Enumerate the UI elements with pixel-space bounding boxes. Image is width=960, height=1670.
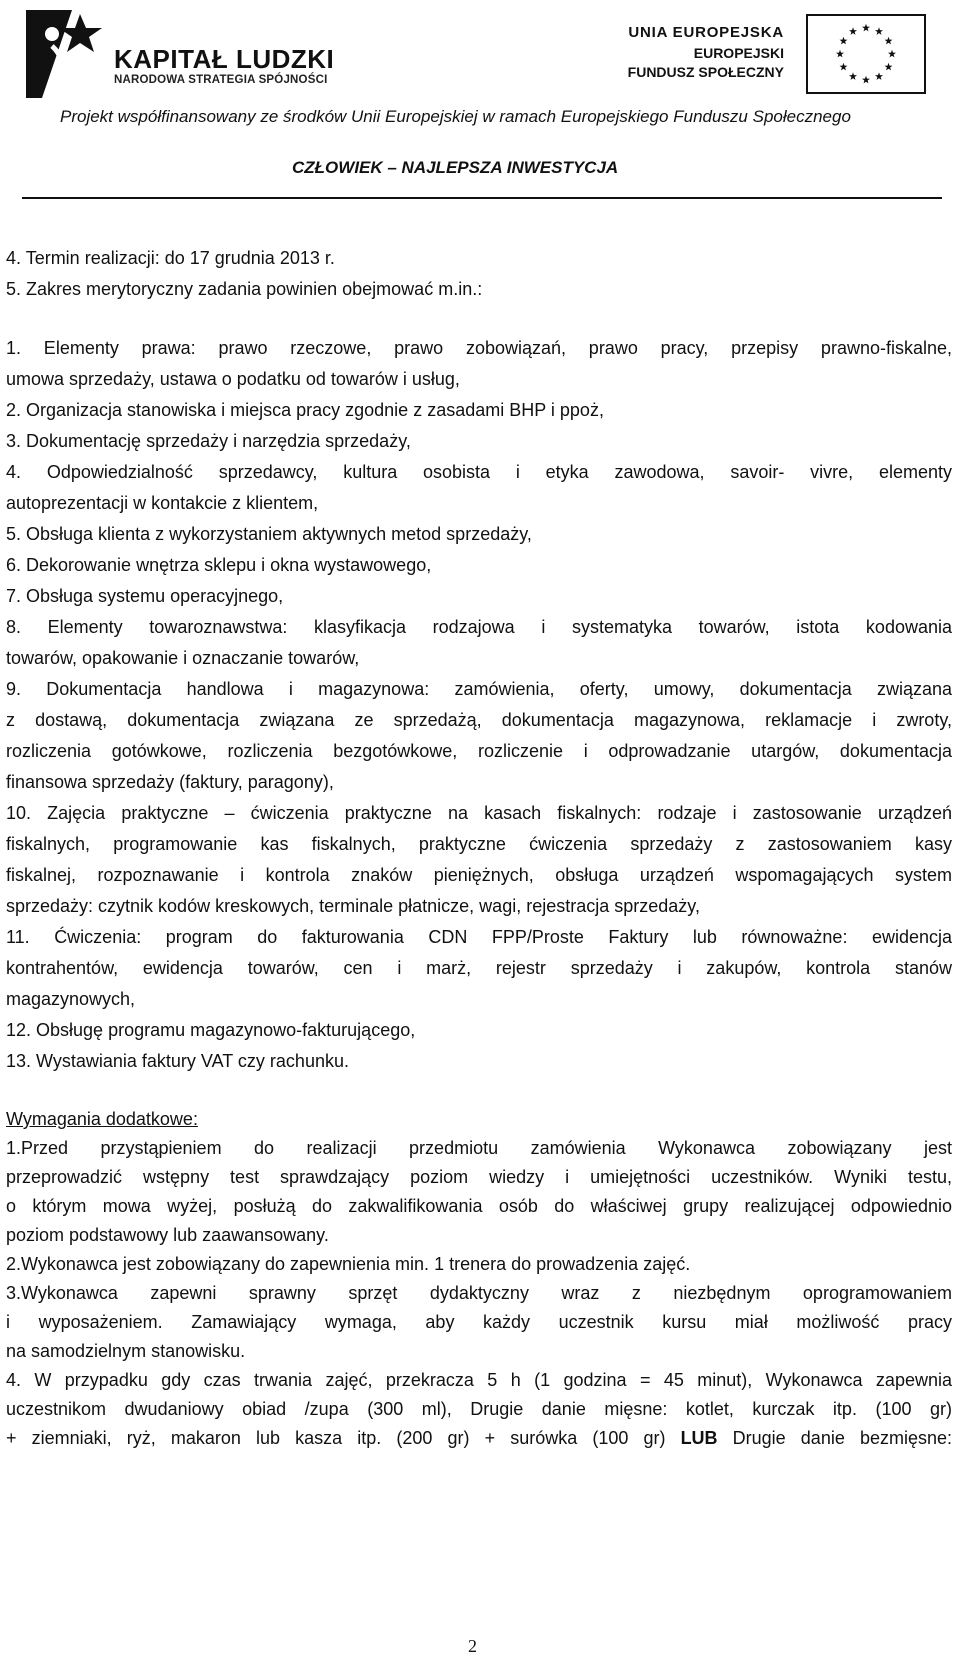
text-line: fiskalnych, programowanie kas fiskalnych, praktyczne ćwiczenia sprzedaży z zastosowaniem kasy bbox=[6, 834, 952, 854]
logo-left-subtitle: NARODOWA STRATEGIA SPÓJNOŚCI bbox=[114, 74, 328, 86]
text-line: magazynowych, bbox=[6, 989, 136, 1009]
text-line: z dostawą, dokumentacja związana ze sprzedażą, dokumentacja magazynowa, reklamacje i zwroty, bbox=[6, 710, 952, 730]
scope-item-10 bbox=[6, 798, 952, 922]
text-line: 10. Zajęcia praktyczne – ćwiczenia praktyczne na kasach fiskalnych: rodzaje i zastosowanie urządzeń bbox=[6, 803, 952, 823]
page-number: 2 bbox=[468, 1636, 477, 1656]
scope-item-13: 13. Wystawiania faktury VAT czy rachunku. bbox=[6, 1051, 349, 1071]
kapital-ludzki-logo bbox=[22, 6, 352, 98]
scope-item-9 bbox=[6, 674, 952, 798]
scope-item-12: 12. Obsługę programu magazynowo-fakturującego, bbox=[6, 1020, 416, 1040]
text-line: fiskalnej, rozpoznawanie i kontrola znaków pieniężnych, obsługa urządzeń wspomagających system bbox=[6, 865, 952, 885]
text-line: 3.Wykonawca zapewni sprawny sprzęt dydaktyczny wraz z niezbędnym oprogramowaniem bbox=[6, 1283, 952, 1303]
text-segment: Drugie danie bezmięsne: bbox=[717, 1428, 952, 1448]
text-line: i wyposażeniem. Zamawiający wymaga, aby każdy uczestnik kursu miał możliwość pracy bbox=[6, 1312, 952, 1332]
project-funding-line: Projekt współfinansowany ze środków Unii Europejskiej w ramach Europejskiego Funduszu Społecznego bbox=[60, 107, 851, 126]
text-line: na samodzielnym stanowisku. bbox=[6, 1341, 246, 1361]
text-line: 9. Dokumentacja handlowa i magazynowa: zamówienia, oferty, umowy, dokumentacja związana bbox=[6, 679, 952, 699]
eu-flag-icon bbox=[806, 14, 926, 94]
requirement-3 bbox=[6, 1279, 952, 1366]
text-line: przeprowadzić wstępny test sprawdzający poziom wiedzy i umiejętności uczestników. Wyniki testu, bbox=[6, 1167, 952, 1187]
text-line: 8. Elementy towaroznawstwa: klasyfikacja rodzajowa i systematyka towarów, istota kodowania bbox=[6, 617, 952, 637]
document-body bbox=[6, 243, 952, 1453]
logo-right-line3: FUNDUSZ SPOŁECZNY bbox=[627, 64, 784, 80]
text-line: autoprezentacji w kontakcie z klientem, bbox=[6, 493, 319, 513]
bold-text: LUB bbox=[680, 1428, 718, 1448]
eu-logo bbox=[627, 14, 926, 94]
scope-item-7: 7. Obsługa systemu operacyjnego, bbox=[6, 586, 284, 606]
scope-item-1 bbox=[6, 333, 952, 395]
scope-item-3: 3. Dokumentację sprzedaży i narzędzia sprzedaży, bbox=[6, 431, 411, 451]
kapital-ludzki-emblem-icon bbox=[22, 6, 106, 98]
text-line: finansowa sprzedaży (faktury, paragony), bbox=[6, 772, 334, 792]
scope-item-4 bbox=[6, 457, 952, 519]
additional-requirements bbox=[6, 1105, 952, 1453]
text-line: uczestnikom dwudaniowy obiad /zupa (300 ml), Drugie danie mięsne: kotlet, kurczak itp. (100 gr) bbox=[6, 1399, 952, 1419]
scope-item-11 bbox=[6, 922, 952, 1015]
requirement-1 bbox=[6, 1134, 952, 1250]
scope-item-2: 2. Organizacja stanowiska i miejsca pracy zgodnie z zasadami BHP i ppoż, bbox=[6, 400, 604, 420]
logo-right-line1: UNIA EUROPEJSKA bbox=[628, 24, 784, 41]
intro-line: 4. Termin realizacji: do 17 grudnia 2013 r. bbox=[6, 248, 335, 268]
intro-line: 5. Zakres merytoryczny zadania powinien obejmować m.in.: bbox=[6, 279, 483, 299]
text-line: 1.Przed przystąpieniem do realizacji przedmiotu zamówienia Wykonawca zobowiązany jest bbox=[6, 1138, 952, 1158]
text-line: 11. Ćwiczenia: program do fakturowania CDN FPP/Proste Faktury lub równoważne: ewidencja bbox=[6, 927, 952, 947]
text-line: 1. Elementy prawa: prawo rzeczowe, prawo zobowiązań, prawo pracy, przepisy prawno-fiskalne, bbox=[6, 338, 952, 358]
logo-right-line2: EUROPEJSKI bbox=[693, 45, 784, 61]
requirement-2: 2.Wykonawca jest zobowiązany do zapewnienia min. 1 trenera do prowadzenia zajęć. bbox=[6, 1254, 691, 1274]
scope-item-6: 6. Dekorowanie wnętrza sklepu i okna wystawowego, bbox=[6, 555, 432, 575]
scope-item-8 bbox=[6, 612, 952, 674]
text-line: 4. Odpowiedzialność sprzedawcy, kultura osobista i etyka zawodowa, savoir- vivre, elementy bbox=[6, 462, 952, 482]
motto: CZŁOWIEK – NAJLEPSZA INWESTYCJA bbox=[292, 158, 619, 177]
text-line: poziom podstawowy lub zaawansowany. bbox=[6, 1225, 329, 1245]
requirement-4 bbox=[6, 1366, 952, 1453]
text-line: towarów, opakowanie i oznaczanie towarów, bbox=[6, 648, 360, 668]
text-line bbox=[6, 1424, 952, 1453]
text-line: sprzedaży: czytnik kodów kreskowych, terminale płatnicze, wagi, rejestracja sprzedaży, bbox=[6, 896, 700, 916]
header-divider bbox=[22, 197, 942, 199]
text-line: umowa sprzedaży, ustawa o podatku od towarów i usług, bbox=[6, 369, 460, 389]
logo-left-title: KAPITAŁ LUDZKI bbox=[114, 44, 335, 74]
requirements-heading: Wymagania dodatkowe: bbox=[6, 1109, 198, 1129]
text-line: kontrahentów, ewidencja towarów, cen i marż, rejestr sprzedaży i zakupów, kontrola stanów bbox=[6, 958, 952, 978]
text-line: 4. W przypadku gdy czas trwania zajęć, przekracza 5 h (1 godzina = 45 minut), Wykonawca zapewnia bbox=[6, 1370, 952, 1390]
text-line: rozliczenia gotówkowe, rozliczenia bezgotówkowe, rozliczenie i odprowadzanie utargów, dokumentacja bbox=[6, 741, 952, 761]
text-segment: + ziemniaki, ryż, makaron lub kasza itp. (200 gr) + surówka (100 gr) bbox=[6, 1428, 681, 1448]
text-line: o którym mowa wyżej, posłużą do zakwalifikowania osób do właściwej grupy realizującej odpowiednio bbox=[6, 1196, 952, 1216]
scope-item-5: 5. Obsługa klienta z wykorzystaniem aktywnych metod sprzedaży, bbox=[6, 524, 532, 544]
